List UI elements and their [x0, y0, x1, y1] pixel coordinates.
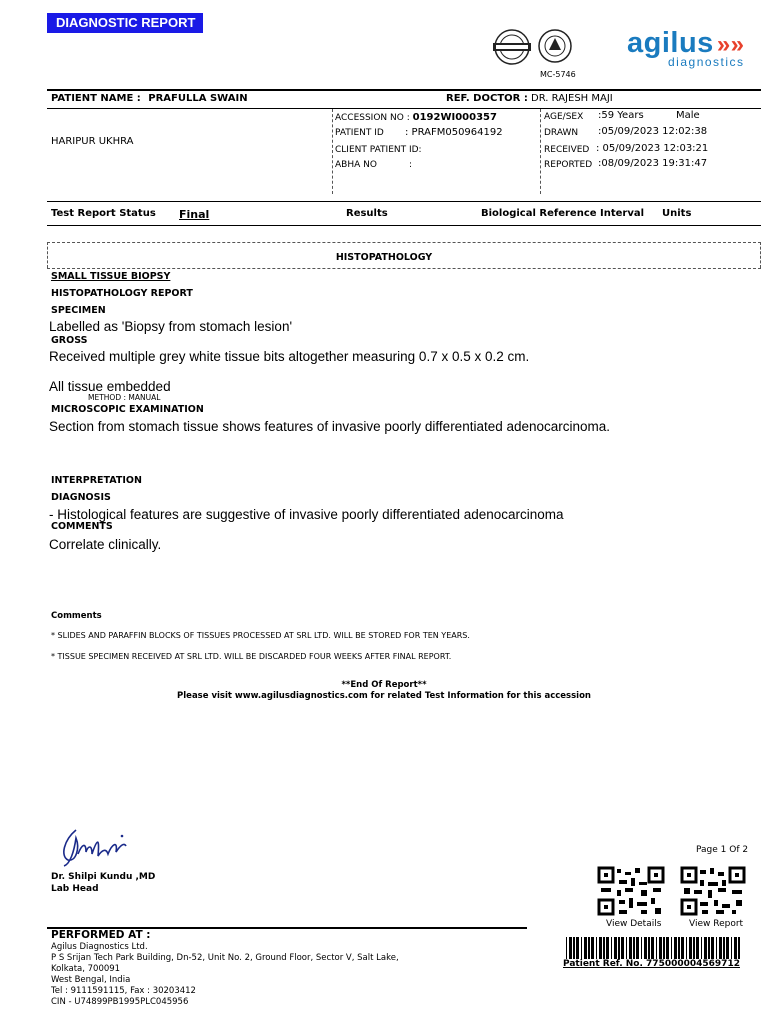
interpretation-label: INTERPRETATION [51, 475, 142, 486]
patient-name-label: PATIENT NAME : [51, 93, 141, 104]
gross-text-1: Received multiple grey white tissue bits altogether measuring 0.7 x 0.5 x 0.2 cm. [49, 349, 530, 364]
note-storage: * SLIDES AND PARAFFIN BLOCKS OF TISSUES PROCESSED AT SRL LTD. WILL BE STORED FOR TEN YEARS. [51, 631, 470, 640]
lab-address-line-3: West Bengal, India [51, 975, 131, 985]
reported-datetime: :08/09/2023 19:31:47 [598, 158, 708, 169]
nabl-seal-icon [493, 30, 531, 64]
view-details-qr-icon[interactable] [597, 866, 665, 916]
accreditation-seals [488, 27, 580, 75]
ref-doctor-row [446, 93, 613, 104]
units-column-header: Units [662, 208, 692, 219]
patient-address: HARIPUR UKHRA [51, 136, 134, 147]
lab-address-line-1: P S Srijan Tech Park Building, Dn-52, Unit No. 2, Ground Floor, Sector V, Salt Lake, [51, 953, 399, 963]
lab-name: Agilus Diagnostics Ltd. [51, 942, 148, 952]
age-sex-label: AGE/SEX [544, 112, 584, 122]
diagnosis-label: DIAGNOSIS [51, 492, 111, 503]
results-column-header: Results [346, 208, 388, 219]
brand-subtitle: diagnostics [668, 55, 745, 69]
end-of-report: **End Of Report** [341, 680, 427, 690]
abha-label: ABHA NO [335, 160, 377, 170]
accreditation-code: MC-5746 [540, 70, 576, 79]
brand-arrows-icon: »» [716, 31, 745, 58]
report-title: HISTOPATHOLOGY REPORT [51, 288, 193, 299]
diagnosis-text: - Histological features are suggestive of invasive poorly differentiated adenocarcinoma [49, 507, 564, 522]
notes-title: Comments [51, 611, 102, 621]
patient-barcode [566, 937, 742, 959]
report-type-badge: DIAGNOSTIC REPORT [47, 13, 203, 33]
page-number: Page 1 Of 2 [696, 845, 749, 855]
method-note: METHOD : MANUAL [88, 393, 161, 402]
accession-row [335, 112, 497, 123]
nabh-seal-icon [539, 30, 571, 62]
visit-website-note: Please visit www.agilusdiagnostics.com for related Test Information for this accession [177, 691, 591, 701]
gross-label: GROSS [51, 335, 88, 346]
view-details-link[interactable]: View Details [606, 919, 662, 929]
microscopic-label: MICROSCOPIC EXAMINATION [51, 404, 204, 415]
abha-value: : [409, 160, 413, 170]
comments-label: COMMENTS [51, 521, 113, 532]
report-status-label: Test Report Status [51, 208, 156, 219]
view-report-link[interactable]: View Report [689, 919, 744, 929]
performed-at-label: PERFORMED AT : [51, 929, 151, 941]
patient-name: PRAFULLA SWAIN [148, 93, 248, 104]
lab-address-line-2: Kolkata, 700091 [51, 964, 121, 974]
brand-name: agilus [627, 27, 714, 59]
specimen-label: SPECIMEN [51, 305, 106, 316]
view-report-qr-icon[interactable] [680, 866, 746, 916]
accession-number: 0192WI000357 [412, 112, 497, 123]
age: :59 Years [598, 110, 644, 121]
comments-text: Correlate clinically. [49, 537, 162, 552]
note-discard: * TISSUE SPECIMEN RECEIVED AT SRL LTD. WILL BE DISCARDED FOUR WEEKS AFTER FINAL REPORT. [51, 652, 452, 661]
reported-label: REPORTED [544, 160, 593, 170]
lab-contact: Tel : 9111591115, Fax : 30203412 [51, 986, 196, 996]
patient-ref-number: Patient Ref. No. 775000004569712 [563, 959, 740, 969]
received-datetime: : 05/09/2023 12:03:21 [596, 143, 709, 154]
signature-image [56, 824, 134, 868]
report-status-value: Final [179, 208, 210, 221]
accession-label: ACCESSION NO : [335, 113, 410, 123]
sex: Male [676, 110, 700, 121]
received-label: RECEIVED [544, 145, 590, 155]
patient-name-row [51, 93, 248, 104]
doctor-role: Lab Head [51, 884, 99, 894]
ref-doctor-label: REF. DOCTOR : [446, 93, 528, 104]
client-patient-id-label: CLIENT PATIENT ID: [335, 145, 422, 155]
patient-id: : PRAFM050964192 [405, 127, 503, 138]
gross-text-2: All tissue embedded [49, 379, 171, 394]
lab-cin: CIN - U74899PB1995PLC045956 [51, 997, 189, 1007]
patient-id-label: PATIENT ID [335, 128, 384, 138]
department-title: HISTOPATHOLOGY [335, 252, 433, 263]
microscopic-text: Section from stomach tissue shows features of invasive poorly differentiated adenocarcinoma. [49, 419, 611, 434]
test-name: SMALL TISSUE BIOPSY [51, 271, 171, 282]
doctor-name: Dr. Shilpi Kundu ,MD [51, 872, 156, 882]
drawn-label: DRAWN [544, 128, 579, 138]
reference-interval-column-header: Biological Reference Interval [481, 208, 645, 219]
specimen-text: Labelled as 'Biopsy from stomach lesion' [49, 319, 293, 334]
drawn-datetime: :05/09/2023 12:02:38 [598, 126, 708, 137]
ref-doctor: DR. RAJESH MAJI [531, 93, 613, 104]
